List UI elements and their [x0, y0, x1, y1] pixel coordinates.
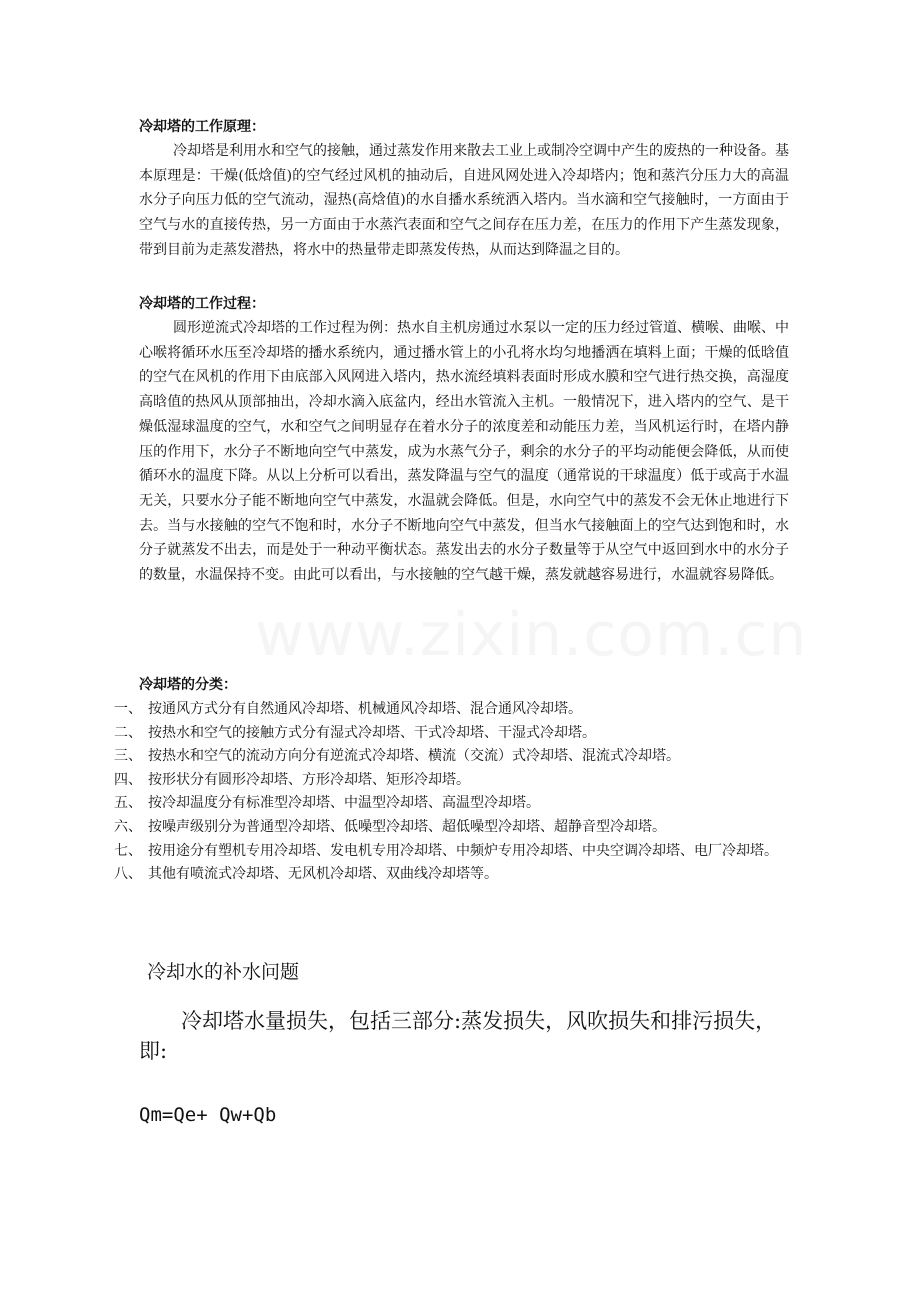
heading-types: 冷却塔的分类：	[139, 677, 237, 693]
list-item: 一、 按通风方式分有自然通风冷却塔、机械通风冷却塔、混合通风冷却塔。	[114, 701, 582, 717]
list-item: 八、 其他有喷流式冷却塔、无风机冷却塔、双曲线冷却塔等。	[114, 866, 498, 883]
list-item: 二、 按热水和空气的接触方式分有湿式冷却塔、干式冷却塔、干湿式冷却塔。	[114, 724, 596, 741]
heading-process: 冷却塔的工作过程：	[139, 296, 265, 312]
list-item: 三、 按热水和空气的流动方向分有逆流式冷却塔、横流（交流）式冷却塔、混流式冷却塔。	[114, 748, 680, 765]
formula-text: Qm=Qe+ Qw+Qb	[139, 1104, 277, 1126]
paragraph-process: 圆形逆流式冷却塔的工作过程为例：热水自主机房通过水泵以一定的压力经过管道、横喉、曲喉、中心喉将循环水压至冷却塔的播水系统内，通过播水管上的小孔将水均匀地播洒在填料上面；干燥的低晗值的空气在风机的作用下由底部入风网进入塔内，热水流经填料表面时形成水膜和空气进行热交换，高湿度高晗值的热风从顶部抽出，冷却水滴入底盆内，经出水管流入主机。一般情况下，进入塔内的空气、是干燥低湿球温度的空气，水和空气之间明显存在着水分子的浓度差和动能压力差，当风机运行时，在塔内静压的作用下，水分子不断地向空气中蒸发，成为水蒸气分子，剩余的水分子的平均动能便会降低，从而使循环水的温度下降。从以上分析可以看出，蒸发降温与空气的温度（通常说的干球温度）低于或高于水温无关，只要水分子能不断地向空气中蒸发，水温就会降低。但是，水向空气中的蒸发不会无休止地进行下去。当与水接触的空气不饱和时，水分子不断地向空气中蒸发，但当水气接触面上的空气达到饱和时，水分子就蒸发不出去，而是处于一种动平衡状态。蒸发出去的水分子数量等于从空气中返回到水中的水分子的数量，水温保持不变。由此可以看出，与水接触的空气越干燥，蒸发就越容易进行，水温就容易降低。	[139, 320, 789, 584]
list-item: 五、 按冷却温度分有标准型冷却塔、中温型冷却塔、高温型冷却塔。	[114, 795, 540, 812]
list-item: 四、 按形状分有圆形冷却塔、方形冷却塔、矩形冷却塔。	[114, 771, 470, 788]
list-item: 七、 按用途分有塑机专用冷却塔、发电机专用冷却塔、中频炉专用冷却塔、中央空调冷却塔、电厂冷却塔。	[114, 842, 778, 859]
watermark-text: www.zixin.com.cn	[255, 600, 808, 670]
types-list	[114, 698, 794, 887]
list-item: 六、 按噪声级别分为普通型冷却塔、低噪型冷却塔、超低噪型冷却塔、超静音型冷却塔。	[114, 818, 666, 835]
principle-section	[139, 115, 789, 263]
heading-makeup-water: 冷却水的补水问题	[147, 961, 300, 983]
heading-principle: 冷却塔的工作原理：	[139, 119, 265, 135]
paragraph-makeup-water: 冷却塔水量损失，包括三部分:蒸发损失，风吹损失和排污损失，即:	[139, 1009, 777, 1063]
types-heading-block	[139, 673, 789, 697]
paragraph-principle: 冷却塔是利用水和空气的接触，通过蒸发作用来散去工业上或制冷空调中产生的废热的一种设备。基本原理是：干燥(低焓值)的空气经过风机的抽动后，自进风网处进入冷却塔内；饱和蒸汽分压力大的高温水分子向压力低的空气流动，湿热(高焓值)的水自播水系统洒入塔内。当水滴和空气接触时，一方面由于空气与水的直接传热，另一方面由于水蒸汽表面和空气之间存在压力差，在压力的作用下产生蒸发现象，带到目前为走蒸发潜热，将水中的热量带走即蒸发传热，从而达到降温之目的。	[139, 143, 789, 258]
process-section	[139, 292, 789, 588]
